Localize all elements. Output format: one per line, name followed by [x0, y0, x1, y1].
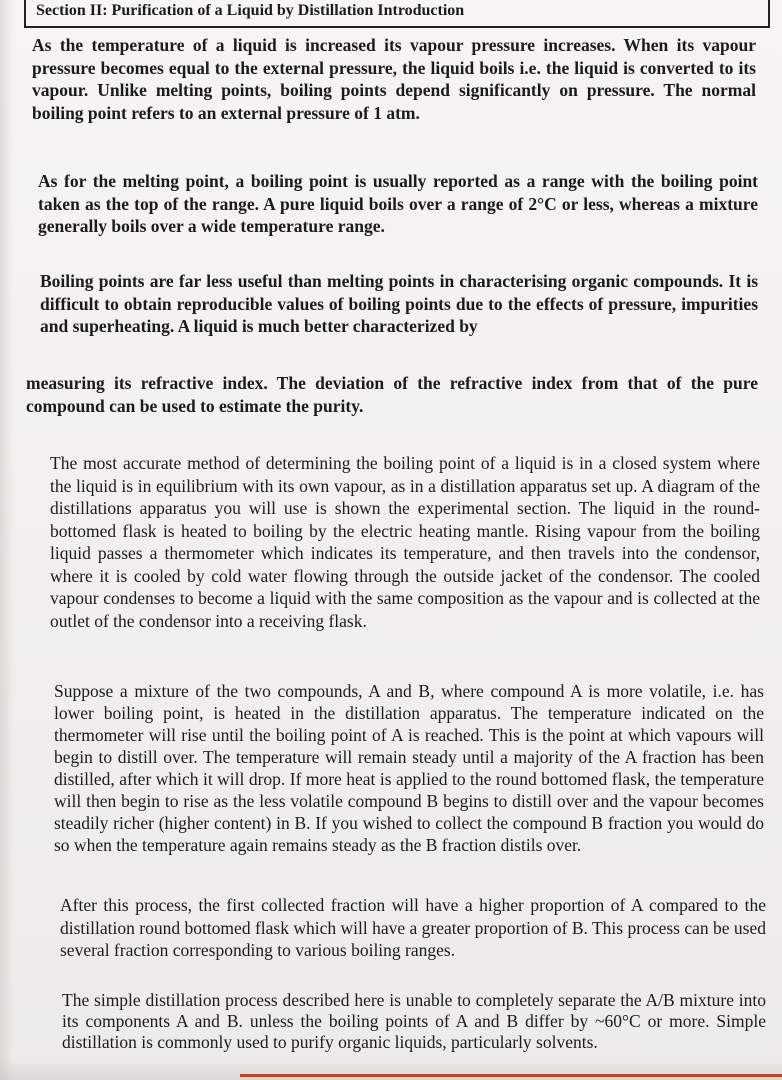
paragraph-characterising: Boiling points are far less useful than melting points in characterising organic compounds. It is difficult to obtain reproducible values of boiling points due to the effects of pressure, impurities and superheating. A liquid is much better characterized by	[40, 271, 758, 336]
paragraph-boiling-range: As for the melting point, a boiling point is usually reported as a range with the boiling point taken as the top of the range. A pure liquid boils over a range of 2°C or less, whereas a mixture generally boils over a wide temperature range.	[38, 171, 758, 236]
section-header-box	[24, 0, 770, 28]
paragraph-fractions: After this process, the first collected fraction will have a higher proportion of A compared to the distillation round bottomed flask which will have a greater proportion of B. This process can be used several fraction corresponding to various boiling ranges.	[60, 895, 766, 960]
bottom-edge-line	[240, 1074, 782, 1077]
bottom-shadow	[0, 1060, 782, 1080]
paragraph-vapour-pressure: As the temperature of a liquid is increased its vapour pressure increases. When its vapour pressure becomes equal to the external pressure, the liquid boils i.e. the liquid is converted to its vapour. Unlike melting points, boiling points depend significantly on pressure. The normal boiling point refers to an external pressure of 1 atm.	[32, 35, 756, 123]
page-edge-shadow	[0, 0, 14, 1080]
paragraph-simple-distillation: The simple distillation process described here is unable to completely separate the A/B mixture into its components A and B. unless the boiling points of A and B differ by ~60°C or more. Simple distillation is commonly used to purify organic liquids, particularly solvents.	[62, 990, 766, 1052]
section-title: Section II: Purification of a Liquid by Distillation Introduction	[36, 2, 465, 19]
paragraph-mixture-a-b: Suppose a mixture of the two compounds, A and B, where compound A is more volatile, i.e. has lower boiling point, is heated in the distillation apparatus. The temperature indicated on the thermometer will rise until the boiling point of A is reached. This is the point at which vapours will begin to distill over. The temperature will remain steady until a majority of the A fraction has been distilled, after which it will drop. If more heat is applied to the round bottomed flask, the temperature will then begin to rise as the less volatile compound B begins to distill over and the vapour becomes steadily richer (higher content) in B. If you wished to collect the compound B fraction you would do so when the temperature again remains steady as the B fraction distils over.	[54, 681, 764, 855]
paragraph-distillation-apparatus: The most accurate method of determining the boiling point of a liquid is in a closed system where the liquid is in equilibrium with its own vapour, as in a distillation apparatus set up. A diagram of the distillations apparatus you will use is shown the experimental section. The liquid in the round-bottomed flask is heated to boiling by the electric heating mantle. Rising vapour from the boiling liquid passes a thermometer which indicates its temperature, and then travels into the condensor, where it is cooled by cold water flowing through the outside jacket of the condensor. The cooled vapour condenses to become a liquid with the same composition as the vapour and is collected at the outlet of the condensor into a receiving flask.	[50, 453, 760, 631]
paragraph-refractive-index: measuring its refractive index. The deviation of the refractive index from that of the pure compound can be used to estimate the purity.	[26, 373, 758, 416]
